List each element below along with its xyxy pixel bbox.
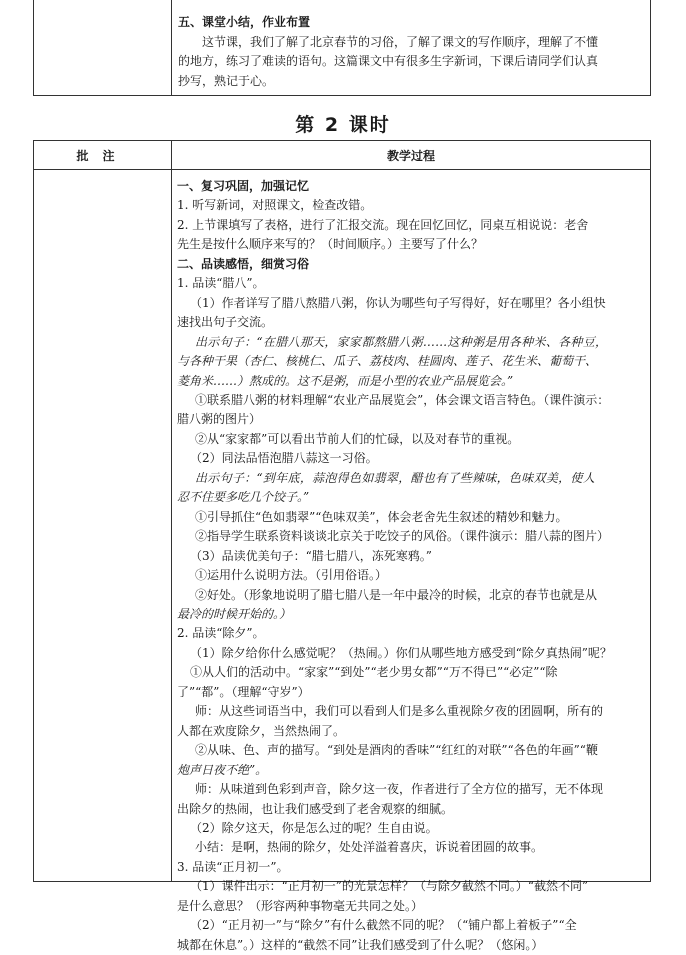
text-line: 炮声日夜不绝”。 (177, 762, 268, 777)
text-line: （2）同法品悟泡腊八蒜这一习俗。 (190, 451, 378, 466)
text-line: ①引导抓住“色如翡翠”“色味双美”，体会老舍先生叙述的精妙和魅力。 (195, 509, 568, 524)
text-line: 先生是按什么顺序来写的？（时间顺序。）主要写了什么？ (177, 237, 484, 252)
section-heading: 五、课堂小结，作业布置 (178, 15, 311, 29)
summary-line: 这节课，我们了解了北京春节的习俗，了解了课文的写作顺序，理解了不懂 (202, 34, 599, 49)
summary-line: 抄写，熟记于心。 (178, 73, 275, 88)
section-heading: 一、复习巩固，加强记忆 (177, 179, 310, 193)
text-line: 2. 品读“除夕”。 (177, 626, 265, 641)
text-line: （2）“正月初一”与“除夕”有什么截然不同的呢？（“铺户都上着板子”“全 (190, 918, 577, 933)
text-line: 城都在休息”。）这样的“截然不同”让我们感受到了什么呢？（悠闲。） (177, 937, 544, 952)
text-line: ②指导学生联系资料谈谈北京关于吃饺子的风俗。（课件演示：腊八蒜的图片） (195, 529, 610, 544)
column-divider (171, 141, 172, 881)
lesson-summary-cell (178, 13, 644, 91)
text-line: ①联系腊八粥的材料理解“农业产品展览会”，体会课文语言特色。（课件演示： (195, 392, 610, 407)
text-line: 腊八粥的图片） (177, 412, 262, 427)
quoted-passage: 菱角米……）熬成的。这不是粥，而是小型的农业产品展览会。” (177, 373, 514, 388)
text-line: 2. 上节课填写了表格，进行了汇报交流。现在回忆回忆，同桌互相说说：老舍 (177, 217, 589, 232)
text-line: 3. 品读“正月初一”。 (177, 859, 289, 874)
text-line: （1）除夕给你什么感觉呢？（热闹。）你们从哪些地方感受到“除夕真热闹”呢？ (190, 645, 612, 660)
quoted-passage: 出示句子：“在腊八那天，家家都熬腊八粥……这种粥是用各种米、各种豆， (195, 334, 608, 349)
text-line: ①从人们的活动中。“家家”“到处”“老少男女都”“万不得已”“必定”“除 (190, 665, 558, 680)
teaching-process-cell (177, 177, 642, 955)
text-line: 小结：是啊，热闹的除夕，处处洋溢着喜庆，诉说着团圆的故事。 (195, 840, 544, 855)
text-line: 了”“都”。（理解“守岁”） (177, 684, 310, 699)
page-title: 第 2 课时 (295, 114, 391, 136)
text-line: （2）除夕这天，你是怎么过的呢？生自由说。 (190, 820, 438, 835)
text-line: （1）课件出示：“正月初一”的光景怎样？（与除夕截然不同。）“截然不同” (190, 879, 589, 894)
text-line: 师：从这些词语当中，我们可以看到人们是多么重视除夕夜的团圆啊，所有的 (195, 704, 604, 719)
text-line: ②从味、色、声的描写。“到处是酒肉的香味”“红红的对联”“各色的年画”“鞭 (195, 743, 598, 758)
header-divider (34, 169, 650, 170)
text-line: 是什么意思？（形容两种事物毫无共同之处。） (177, 898, 424, 913)
previous-lesson-table (33, 0, 651, 96)
lesson-table (33, 140, 651, 952)
text-line: 人都在欢度除夕，当然热闹了。 (177, 723, 346, 738)
quoted-passage: 与各种干果（杏仁、核桃仁、瓜子、荔枝肉、桂圆肉、莲子、花生米、葡萄干、 (177, 354, 598, 369)
text-line: 1. 听写新词，对照课文，检查改错。 (177, 198, 373, 213)
text-line: 1. 品读“腊八”。 (177, 276, 265, 291)
quoted-passage: 出示句子：“到年底，蒜泡得色如翡翠，醋也有了些辣味，色味双美，使人 (195, 470, 596, 485)
section-heading: 二、品读感悟，细赏习俗 (177, 256, 310, 271)
text-line: 师：从味道到色彩到声音，除夕这一夜，作者进行了全方位的描写，无不体现 (195, 782, 604, 797)
text-line: （3）品读优美句子：“腊七腊八，冻死寒鸦。” (190, 548, 432, 563)
column-divider (171, 0, 172, 95)
text-line: 出除夕的热闹，也让我们感受到了老舍观察的细腻。 (177, 801, 454, 816)
text-line: ①运用什么说明方法。（引用俗语。） (195, 568, 388, 583)
text-line: （1）作者详写了腊八熬腊八粥，你认为哪些句子写得好，好在哪里？各小组快 (190, 295, 606, 310)
text-line: 最冷的时候开始的。） (177, 606, 292, 621)
quoted-passage: 忍不住要多吃几个饺子。” (177, 490, 310, 505)
summary-line: 的地方，练习了难读的语句。这篇课文中有很多生字新词，下课后请同学们认真 (178, 54, 599, 68)
text-line: ②从“家家都”可以看出节前人们的忙碌，以及对春节的重视。 (195, 431, 520, 446)
text-line: ②好处。（形象地说明了腊七腊八是一年中最冷的时候，北京的春节也就是从 (195, 587, 598, 602)
column-header-process: 教学过程 (386, 149, 435, 163)
column-header-notes: 批注 (76, 149, 129, 163)
text-line: 速找出句子交流。 (177, 315, 274, 330)
